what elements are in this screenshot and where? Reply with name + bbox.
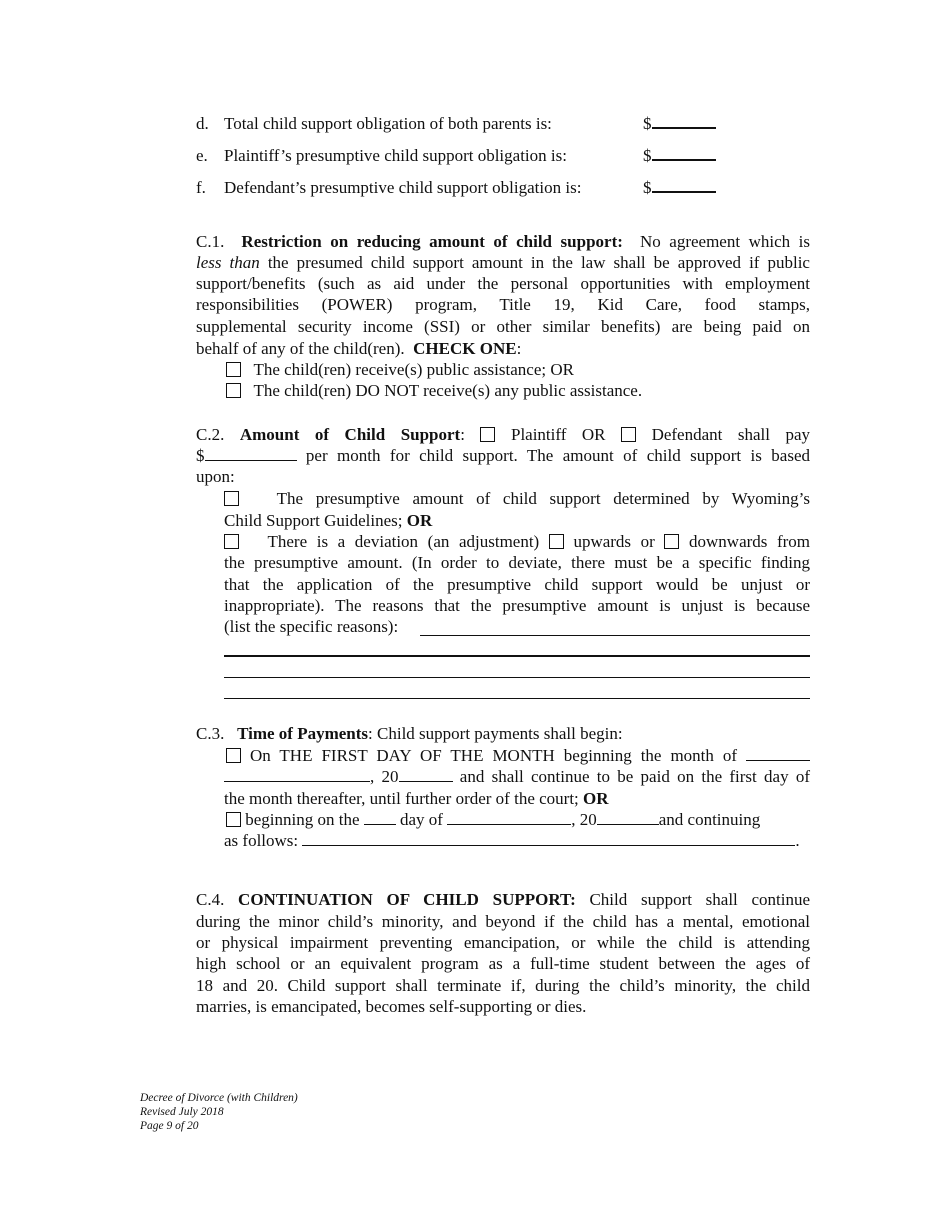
c2-defendant-checkbox[interactable] — [621, 427, 636, 442]
item-d-amount-field[interactable] — [652, 113, 716, 129]
c2-defendant-label: Defendant shall pay — [651, 425, 811, 444]
c4-line-4: high school or an equivalent program as a full-time student between the ages of — [196, 954, 810, 973]
c1-line-4: responsibilities (POWER) program, Title 19, Kid Care, food stamps, — [196, 295, 810, 314]
item-d-text: Total child support obligation of both parents is: — [224, 114, 552, 133]
c1-l6: behalf of any of the child(ren). — [196, 339, 405, 358]
c3-b1-c: , 20 — [571, 810, 597, 829]
c1-opt2-label: The child(ren) DO NOT receive(s) any public assistance. — [253, 381, 643, 400]
c2-or-1: OR — [406, 511, 433, 530]
c1-check-one: CHECK ONE — [413, 339, 517, 358]
c2-a2: Child Support Guidelines; — [224, 511, 403, 530]
c3-b2-line — [224, 830, 800, 852]
c3-month-field-cont[interactable] — [224, 767, 370, 782]
c3-month-field[interactable] — [746, 746, 810, 761]
c1-line-3: support/benefits (such as aid under the personal opportunities with employment — [196, 274, 810, 293]
c2-b1a: There is a deviation (an adjustment) — [267, 532, 540, 551]
c3-option-first-day — [226, 745, 810, 767]
c2-a2-line — [224, 510, 432, 532]
c3-year-field[interactable] — [399, 767, 453, 782]
c3-or: OR — [583, 789, 609, 808]
c2-dollar: $ — [196, 446, 205, 465]
c2-b1c: downwards from — [689, 532, 811, 551]
item-e-amount-field[interactable] — [652, 145, 716, 161]
c3-label: C.3. — [196, 724, 225, 743]
c4-line-5: 18 and 20. Child support shall terminate if, during the child’s minority, the child — [196, 976, 810, 995]
c3-a2-year: , 20 — [370, 767, 399, 786]
item-e-currency: $ — [643, 146, 652, 165]
c3-a2-rest: and shall continue to be paid on the first day of — [459, 767, 810, 786]
c2-line-1 — [196, 424, 810, 446]
c3-b1-a: beginning on the — [245, 810, 360, 829]
c2-reasons-line-3[interactable] — [224, 677, 810, 678]
c2-presumptive-checkbox[interactable] — [224, 491, 239, 506]
c3-line-1 — [196, 723, 623, 745]
c1-line-5: supplemental security income (SSI) or other similar benefits) are being paid on — [196, 317, 810, 336]
c2-b1b: upwards or — [573, 532, 655, 551]
item-d-currency: $ — [643, 114, 652, 133]
footer-doc-title: Decree of Divorce (with Children) — [140, 1092, 298, 1104]
c3-day-field[interactable] — [364, 810, 396, 825]
c2-colon: : — [460, 425, 465, 444]
c2-reasons-line-2[interactable] — [224, 655, 810, 657]
item-f — [196, 177, 206, 199]
c4-line-3: or physical impairment preventing emancipation, or while the child is attending — [196, 933, 810, 952]
c3-month-field-2[interactable] — [447, 810, 571, 825]
c2-option-deviation — [224, 531, 810, 553]
c1-less-than: less than — [196, 253, 260, 272]
c3-a1: On THE FIRST DAY OF THE MONTH beginning the month of — [249, 746, 738, 765]
c2-reasons-line-1[interactable] — [420, 635, 810, 636]
item-f-amount-field[interactable] — [652, 177, 716, 193]
c4-heading: CONTINUATION OF CHILD SUPPORT: — [238, 890, 576, 909]
c1-label: C.1. — [196, 232, 225, 251]
c2-downwards-checkbox[interactable] — [664, 534, 679, 549]
c2-b5: (list the specific reasons): — [224, 617, 399, 636]
item-e-amount — [643, 145, 716, 167]
item-e-letter: e. — [196, 146, 208, 165]
c3-first-day-checkbox[interactable] — [226, 748, 241, 763]
c3-as-follows-field[interactable] — [302, 831, 795, 846]
item-f-text: Defendant’s presumptive child support obligation is: — [224, 178, 582, 197]
c2-b2: the presumptive amount. (In order to deviate, there must be a specific finding — [224, 553, 810, 572]
c1-l2-rest: the presumed child support amount in the law shall be approved if public — [267, 253, 810, 272]
page-footer — [140, 1091, 298, 1133]
c4-line-1 — [196, 889, 810, 911]
c4-l1-tail: Child support shall continue — [589, 890, 811, 909]
footer-revised: Revised July 2018 — [140, 1106, 224, 1118]
c1-line-2 — [196, 252, 810, 274]
c2-plaintiff-label: Plaintiff OR — [510, 425, 606, 444]
c3-a3: the month thereafter, until further order of the court; — [224, 789, 579, 808]
item-f-amount — [643, 177, 716, 199]
c1-not-receive-checkbox[interactable] — [226, 383, 241, 398]
item-d-letter: d. — [196, 114, 209, 133]
c3-b2: as follows: — [224, 831, 299, 850]
item-f-letter: f. — [196, 178, 206, 197]
c2-line-2 — [196, 445, 810, 467]
c4-line-6: marries, is emancipated, becomes self-supporting or dies. — [196, 997, 587, 1016]
c1-receives-checkbox[interactable] — [226, 362, 241, 377]
c3-heading: Time of Payments — [237, 724, 369, 743]
c3-option-beginning — [226, 809, 760, 831]
c2-heading: Amount of Child Support — [239, 425, 461, 444]
c1-option-receives — [226, 359, 574, 381]
c2-plaintiff-checkbox[interactable] — [480, 427, 495, 442]
c2-b4: inappropriate). The reasons that the presumptive amount is unjust is because — [224, 596, 810, 615]
c2-reasons-line-4[interactable] — [224, 698, 810, 699]
item-f-currency: $ — [643, 178, 652, 197]
item-d-amount — [643, 113, 716, 135]
item-e — [196, 145, 208, 167]
c3-beginning-checkbox[interactable] — [226, 812, 241, 827]
c4-label: C.4. — [196, 890, 225, 909]
c2-b3: that the application of the presumptive child support would be unjust or — [224, 575, 810, 594]
item-e-text: Plaintiff’s presumptive child support obligation is: — [224, 146, 567, 165]
c2-l2-rest: per month for child support. The amount of child support is based — [305, 446, 811, 465]
c1-line-6 — [196, 338, 521, 360]
c3-a3-line — [224, 788, 609, 810]
c2-label: C.2. — [196, 425, 225, 444]
c3-period: . — [795, 831, 800, 850]
c1-l1-tail: No agreement which is — [639, 232, 811, 251]
c1-option-not-receive — [226, 380, 642, 402]
c2-upwards-checkbox[interactable] — [549, 534, 564, 549]
c4-line-2: during the minor child’s minority, and beyond if the child has a mental, emotional — [196, 912, 810, 931]
c3-intro: : Child support payments shall begin: — [368, 724, 623, 743]
c3-a2-line — [224, 766, 810, 788]
c3-b1-d: and continuing — [658, 810, 761, 829]
c1-opt1-label: The child(ren) receive(s) public assistance; OR — [253, 360, 574, 379]
c2-deviation-checkbox[interactable] — [224, 534, 239, 549]
c2-a1: The presumptive amount of child support determined by Wyoming’s — [276, 489, 810, 508]
c1-colon: : — [516, 339, 522, 358]
c1-heading: Restriction on reducing amount of child support: — [241, 232, 623, 251]
c2-option-presumptive — [224, 488, 810, 510]
c3-year-field-2[interactable] — [597, 810, 659, 825]
c2-amount-field[interactable] — [205, 446, 297, 461]
c3-b1-b: day of — [400, 810, 443, 829]
item-d — [196, 113, 209, 135]
c1-line-1 — [196, 231, 810, 253]
footer-page-number: Page 9 of 20 — [140, 1120, 199, 1132]
c2-line-3: upon: — [196, 467, 235, 486]
